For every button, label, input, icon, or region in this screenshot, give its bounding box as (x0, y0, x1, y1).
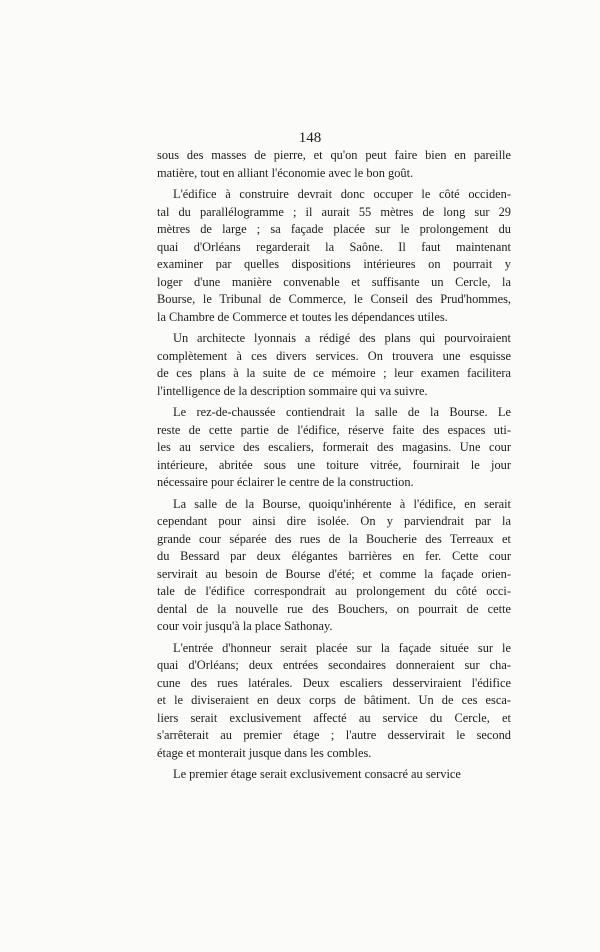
text-line: Bourse, le Tribunal de Commerce, le Conseil des Prud'hommes, (157, 292, 511, 306)
text-line: servirait au besoin de Bourse d'été; et comme la façade orien- (157, 566, 511, 581)
text-line: examiner par quelles dispositions intérieures on pourrait y (157, 257, 511, 271)
text-line: s'arrêterait au premier étage ; l'autre desservirait le second (157, 728, 511, 742)
text-line: cependant pour ainsi dire isolée. On y parviendrait par la (157, 514, 511, 528)
text-line: cour voir jusqu'à la place Sathonay. (157, 619, 333, 633)
text-line: L'édifice à construire devrait donc occuper le côté occiden- (173, 187, 511, 201)
paragraph (157, 766, 511, 784)
body-text (157, 147, 511, 788)
text-line: intérieure, abritée sous une toiture vitrée, fournirait le jour (157, 457, 511, 472)
text-line: reste de cette partie de l'édifice, réserve faite des espaces uti- (157, 422, 511, 437)
text-line: cune des rues latérales. Deux escaliers desserviraient l'édifice (157, 675, 511, 690)
text-line: matière, tout en alliant l'économie avec le bon goût. (157, 165, 414, 180)
text-line: Le premier étage serait exclusivement consacré au service (173, 767, 461, 781)
text-line: quai d'Orléans; deux entrées secondaires donneraient sur cha- (157, 658, 511, 672)
text-line: nécessaire pour éclairer le centre de la construction. (157, 475, 414, 489)
text-line: tal du parallélogramme ; il aurait 55 mètres de long sur 29 (157, 204, 511, 219)
paragraph (157, 640, 511, 763)
page-number: 148 (298, 130, 322, 146)
text-line: sous des masses de pierre, et qu'on peut faire bien en pareille (157, 148, 511, 162)
text-line: dental de la nouvelle rue des Bouchers, on pourrait de cette (157, 601, 511, 616)
paragraph (157, 147, 511, 182)
text-line: Le rez-de-chaussée contiendrait la salle de la Bourse. Le (173, 405, 511, 419)
text-line: les au service des escaliers, formerait des magasins. Une cour (157, 440, 511, 454)
text-line: grande cour séparée des rues de la Boucherie des Terreaux et (157, 531, 511, 546)
text-line: liers serait exclusivement affecté au service du Cercle, et (157, 710, 511, 725)
text-line: la Chambre de Commerce et toutes les dépendances utiles. (157, 309, 448, 324)
text-line: quai d'Orléans regarderait la Saône. Il faut maintenant (157, 239, 511, 254)
text-line: complètement à ces divers services. On trouvera une esquisse (157, 348, 511, 363)
text-line: mètres de large ; sa façade placée sur le prolongement du (157, 222, 511, 236)
text-line: de ces plans à la suite de ce mémoire ; leur examen facilitera (157, 366, 511, 380)
text-line: loger d'une manière convenable et suffisante un Cercle, la (157, 274, 511, 289)
paragraph (157, 186, 511, 326)
paragraph (157, 330, 511, 400)
paragraph (157, 496, 511, 636)
paragraph (157, 404, 511, 492)
text-line: La salle de la Bourse, quoiqu'inhérente à l'édifice, en serait (173, 496, 511, 511)
text-line: du Bessard par deux élégantes barrières en fer. Cette cour (157, 549, 511, 563)
text-line: L'entrée d'honneur serait placée sur la façade située sur le (173, 640, 511, 655)
text-line: étage et monterait jusque dans les combles. (157, 745, 372, 760)
text-line: et le diviseraient en deux corps de bâtiment. Un de ces esca- (157, 693, 511, 707)
text-line: Un architecte lyonnais a rédigé des plans qui pourvoiraient (173, 331, 511, 345)
text-line: l'intelligence de la description sommaire qui va suivre. (157, 383, 428, 398)
text-line: tale de l'édifice correspondrait au prolongement du côté occi- (157, 584, 511, 598)
